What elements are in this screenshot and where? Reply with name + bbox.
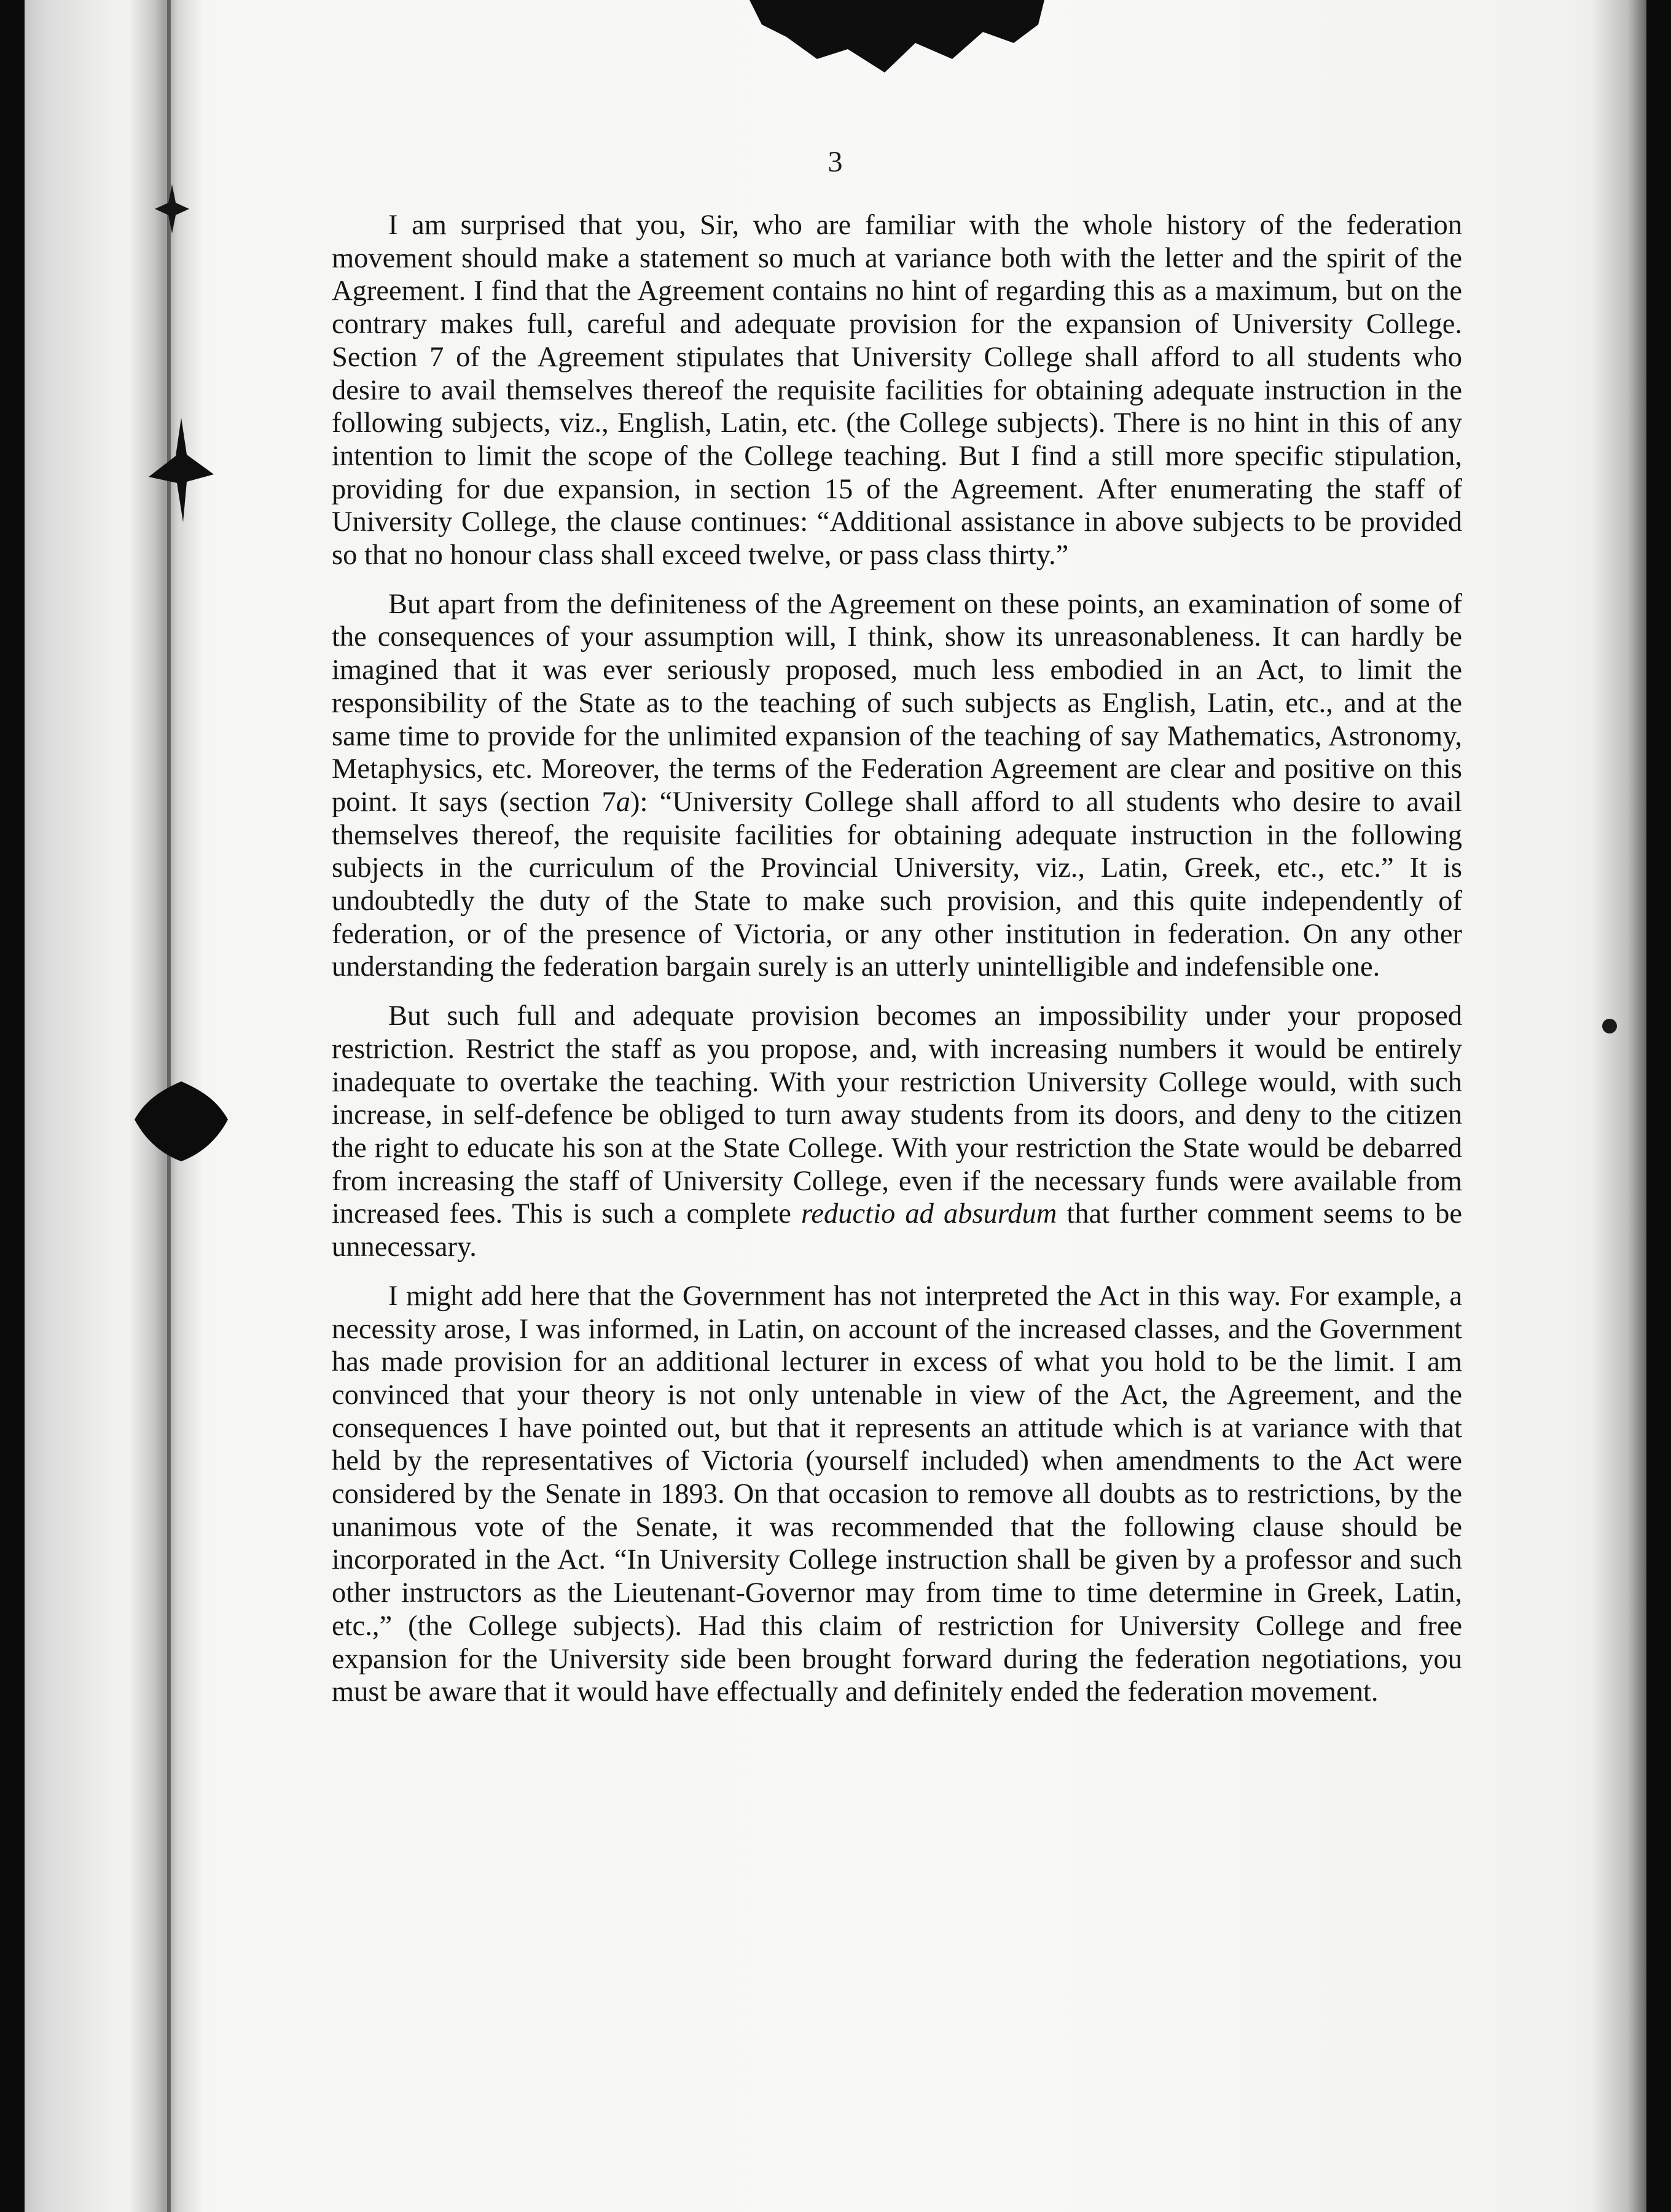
paragraph-text: ): “University College shall afford to all students who desire to avail themselves thereof, the requisite facilities for obtaining adequate instruction in the following subjects in the curriculum of the Provincial University, viz., Latin, Greek, etc., etc.” It is undoubtedly the duty of the State to make such provision, and this quite independently of federation, or of the presence of Victoria, or any other institution in federation. On any other understanding the federation bargain surely is an utterly unintelligible and indefensible one. — [332, 786, 1462, 983]
letter-body — [332, 209, 1462, 1725]
paragraph-text: But apart from the definiteness of the Agreement on these points, an examination of some of the consequences of your assumption will, I think, show its unreasonableness. It can hardly be imagined that it was ever seriously proposed, much less embodied in an Act, to limit the responsibility of the State as to the teaching of such subjects as English, Latin, etc., and at the same time to provide for the unlimited expansion of the teaching of say Mathematics, Astronomy, Metaphysics, etc. Moreover, the terms of the Federation Agreement are clear and positive on this point. It says (section 7 — [332, 588, 1462, 818]
latin-phrase: reductio ad absurdum — [801, 1198, 1057, 1230]
paragraph — [332, 1280, 1462, 1709]
paragraph-text: I might add here that the Government has not interpreted the Act in this way. For example, a necessity arose, I was informed, in Latin, on account of the increased classes, and the Government has made provision for an additional lecturer in excess of what you hold to be the limit. I am convinced that your theory is not only untenable in view of the Act, the Agreement, and the consequences I have pointed out, but that it represents an attitude which is at variance with that held by the representatives of Victoria (yourself included) when amendments to the Act were considered by the Senate in 1893. On that occasion to remove all doubts as to restrictions, by the unanimous vote of the Senate, it was recommended that the following clause should be incorporated in the Act. “In University College instruction shall be given by a professor and such other instructors as the Lieutenant-Governor may from time to time determine in Greek, Latin, etc.,” (the College subjects). Had this claim of restriction for University College and free expansion for the University side been brought forward during the federation negotiations, you must be aware that it would have effectually and definitely ended the federation movement. — [332, 1280, 1462, 1708]
page-number: 3 — [828, 146, 843, 178]
paragraph-text: But such full and adequate provision becomes an impossibility under your proposed restriction. Restrict the staff as you propose, and, with increasing numbers it would be entirely inadequate to overtake the teaching. With your restriction University College would, with such increase, in self-defence be obliged to turn away students from its doors, and deny to the citizen the right to educate his son at the State College. With your restriction the State would be debarred from increasing the staff of University College, even if the necessary funds were available from increased fees. This is such a complete — [332, 1000, 1462, 1230]
page-edge-shadow — [1591, 0, 1646, 2212]
paragraph-text: that further comment seems to be unnecessary. — [332, 1198, 1462, 1263]
section-letter: a — [616, 786, 631, 818]
paragraph — [332, 588, 1462, 984]
paragraph — [332, 209, 1462, 572]
paragraph — [332, 1000, 1462, 1264]
ink-blot — [147, 418, 215, 522]
torn-edge-mark — [749, 0, 1044, 80]
ink-blot — [132, 1081, 230, 1161]
ink-blot — [154, 184, 190, 233]
ink-speck — [1597, 1014, 1622, 1038]
paragraph-text: I am surprised that you, Sir, who are familiar with the whole history of the federation movement should make a statement so much at variance both with the letter and the spirit of the Agreement. I find that the Agreement contains no hint of regarding this as a maximum, but on the contrary makes full, careful and adequate provision for the expansion of University College. Section 7 of the Agreement stipulates that University College shall afford to all students who desire to avail themselves thereof the requisite facilities for obtaining adequate instruction in the following subjects, viz., English, Latin, etc. (the College subjects). There is no hint in this of any intention to limit the scope of the College teaching. But I find a still more specific stipulation, providing for due expansion, in section 15 of the Agreement. After enumerating the staff of University College, the clause continues: “Additional assistance in above subjects to be provided so that no honour class shall exceed twelve, or pass class thirty.” — [332, 210, 1462, 571]
